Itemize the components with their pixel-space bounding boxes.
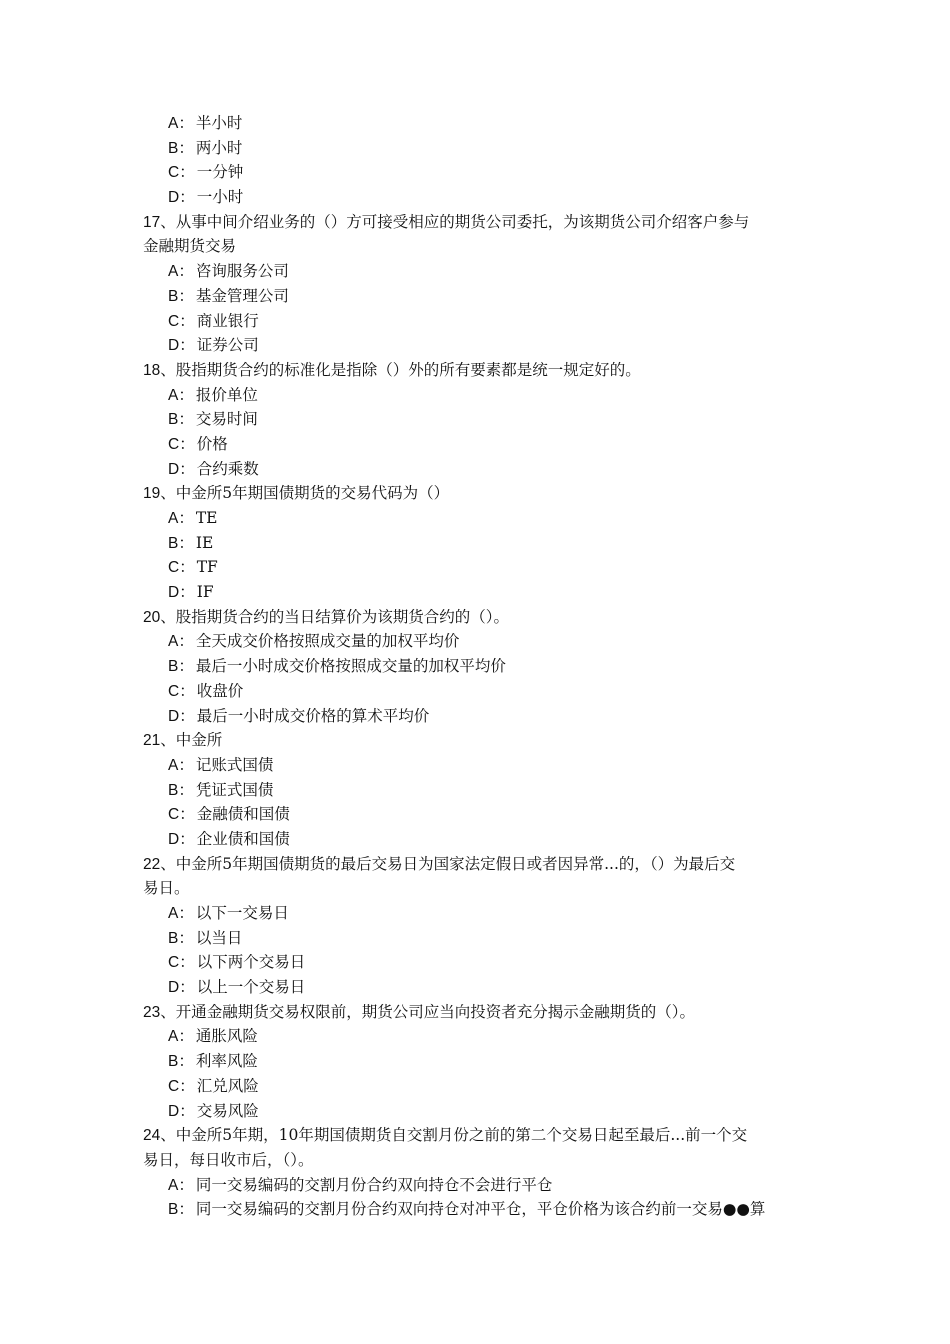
option-text: 一分钟 — [196, 163, 244, 182]
option-label: A： — [168, 510, 194, 527]
option-text: 以上一个交易日 — [196, 978, 306, 997]
option-text: 一小时 — [196, 188, 244, 207]
option-text: 收盘价 — [196, 681, 244, 700]
option-line — [143, 778, 823, 803]
option-text: 最后一小时成交价格的算术平均价 — [196, 706, 430, 725]
option-line — [143, 975, 823, 1000]
option-line — [143, 654, 823, 679]
option-text: 以下两个交易日 — [196, 953, 306, 972]
question-line — [143, 728, 823, 753]
question-number: 21、 — [143, 732, 176, 750]
option-text: 基金管理公司 — [195, 286, 289, 305]
option-line — [143, 457, 823, 482]
option-label: C： — [168, 559, 195, 577]
option-label: A： — [168, 1176, 194, 1194]
option-line — [143, 160, 823, 185]
option-text: TF — [196, 558, 218, 577]
option-label: D： — [168, 584, 195, 602]
option-line — [143, 1074, 823, 1099]
question-text: 股指期货合约的当日结算价为该期货合约的（）。 — [175, 607, 510, 626]
question-line — [143, 481, 823, 506]
option-line — [143, 555, 823, 580]
option-label: B： — [168, 1201, 194, 1219]
question-number: 17、 — [143, 213, 176, 231]
question-text: 从事中间介绍业务的（）方可接受相应的期货公司委托，为该期货公司介绍客户参与 — [175, 212, 750, 231]
option-label: D： — [168, 1102, 195, 1120]
question-number: 24、 — [143, 1127, 176, 1145]
option-label: C： — [168, 954, 195, 972]
option-label: A： — [168, 633, 194, 651]
option-text: 通胀风险 — [195, 1027, 258, 1046]
option-line — [143, 259, 823, 284]
question-line — [143, 234, 823, 259]
question-line — [143, 1148, 823, 1173]
option-line — [143, 407, 823, 432]
option-text: 价格 — [196, 434, 228, 453]
option-label: A： — [168, 115, 194, 132]
option-label: C： — [168, 312, 195, 330]
option-line — [143, 531, 823, 556]
option-line — [143, 926, 823, 951]
question-text: 易日。 — [143, 879, 190, 898]
option-label: C： — [168, 682, 195, 700]
question-text: 易日，每日收市后，（）。 — [143, 1150, 314, 1169]
option-text: 交易时间 — [195, 410, 258, 429]
option-label: C： — [168, 806, 195, 824]
option-label: B： — [168, 411, 194, 429]
option-label: C： — [168, 164, 195, 182]
question-number: 23、 — [143, 1003, 176, 1021]
option-text: 全天成交价格按照成交量的加权平均价 — [195, 632, 460, 651]
option-line — [143, 704, 823, 729]
option-line — [143, 629, 823, 654]
option-text: 同一交易编码的交割月份合约双向持仓对冲平仓，平仓价格为该合约前一交易●●算 — [195, 1200, 766, 1219]
option-label: B： — [168, 534, 194, 552]
option-text: 最后一小时成交价格按照成交量的加权平均价 — [195, 657, 506, 676]
option-label: D： — [168, 189, 195, 207]
option-line — [143, 111, 823, 136]
option-text: 以当日 — [195, 928, 243, 947]
question-text: 金融期货交易 — [143, 237, 237, 256]
question-number: 22、 — [143, 855, 176, 873]
question-number: 18、 — [143, 361, 176, 379]
option-text: TE — [195, 509, 218, 527]
option-text: 记账式国债 — [195, 755, 274, 774]
question-line — [143, 358, 823, 383]
question-line — [143, 852, 823, 877]
option-text: IF — [196, 583, 214, 602]
question-line — [143, 876, 823, 901]
option-line — [143, 901, 823, 926]
option-text: 汇兑风险 — [196, 1076, 259, 1095]
question-list — [143, 111, 823, 1222]
option-label: B： — [168, 781, 194, 799]
option-label: B： — [168, 287, 194, 305]
option-text: 交易风险 — [196, 1101, 259, 1120]
question-line — [143, 210, 823, 235]
option-line — [143, 950, 823, 975]
option-label: C： — [168, 435, 195, 453]
option-line — [143, 309, 823, 334]
option-label: D： — [168, 707, 195, 725]
question-line — [143, 605, 823, 630]
option-label: A： — [168, 905, 194, 922]
option-label: D： — [168, 337, 195, 355]
option-line — [143, 1173, 823, 1198]
option-label: A： — [168, 756, 194, 774]
option-label: D： — [168, 460, 195, 478]
question-text: 中金所 — [175, 731, 223, 750]
question-text: 中金所5年期国债期货的最后交易日为国家法定假日或者因异常...的，（）为最后交 — [175, 854, 736, 873]
option-line — [143, 185, 823, 210]
question-text: 开通金融期货交易权限前，期货公司应当向投资者充分揭示金融期货的（）。 — [175, 1002, 696, 1021]
option-text: 咨询服务公司 — [195, 262, 289, 281]
option-line — [143, 1099, 823, 1124]
question-line — [143, 1123, 823, 1148]
option-text: 利率风险 — [195, 1052, 258, 1071]
option-label: C： — [168, 1077, 195, 1095]
question-text: 中金所5年期国债期货的交易代码为（） — [175, 484, 450, 503]
option-text: 半小时 — [195, 114, 243, 132]
option-line — [143, 432, 823, 457]
option-line — [143, 136, 823, 161]
option-line — [143, 1024, 823, 1049]
option-label: B： — [168, 139, 194, 157]
option-text: 金融债和国债 — [196, 805, 290, 824]
option-text: 凭证式国债 — [195, 780, 274, 799]
option-line — [143, 580, 823, 605]
question-number: 20、 — [143, 608, 176, 626]
option-text: IE — [195, 533, 214, 552]
option-label: A： — [168, 263, 194, 281]
option-line — [143, 679, 823, 704]
option-label: B： — [168, 929, 194, 947]
option-label: A： — [168, 1028, 194, 1046]
option-line — [143, 753, 823, 778]
option-line — [143, 506, 823, 531]
option-label: D： — [168, 830, 195, 848]
option-line — [143, 802, 823, 827]
question-number: 19、 — [143, 485, 176, 503]
option-label: B： — [168, 1053, 194, 1071]
option-line — [143, 1197, 823, 1222]
option-text: 企业债和国债 — [196, 829, 290, 848]
option-label: A： — [168, 386, 194, 404]
option-line — [143, 333, 823, 358]
option-label: B： — [168, 658, 194, 676]
option-line — [143, 284, 823, 309]
option-text: 商业银行 — [196, 311, 259, 330]
option-text: 报价单位 — [195, 385, 258, 404]
option-text: 证券公司 — [196, 336, 259, 355]
option-text: 同一交易编码的交割月份合约双向持仓不会进行平仓 — [195, 1175, 553, 1194]
option-line — [143, 827, 823, 852]
option-text: 合约乘数 — [196, 459, 259, 478]
option-line — [143, 383, 823, 408]
question-line — [143, 1000, 823, 1025]
question-text: 中金所5年期，10年期国债期货自交割月份之前的第二个交易日起至最后...前一个交 — [175, 1126, 748, 1145]
option-line — [143, 1049, 823, 1074]
option-text: 以下一交易日 — [195, 904, 289, 922]
option-label: D： — [168, 979, 195, 997]
option-text: 两小时 — [195, 138, 243, 157]
question-text: 股指期货合约的标准化是指除（）外的所有要素都是统一规定好的。 — [175, 360, 641, 379]
